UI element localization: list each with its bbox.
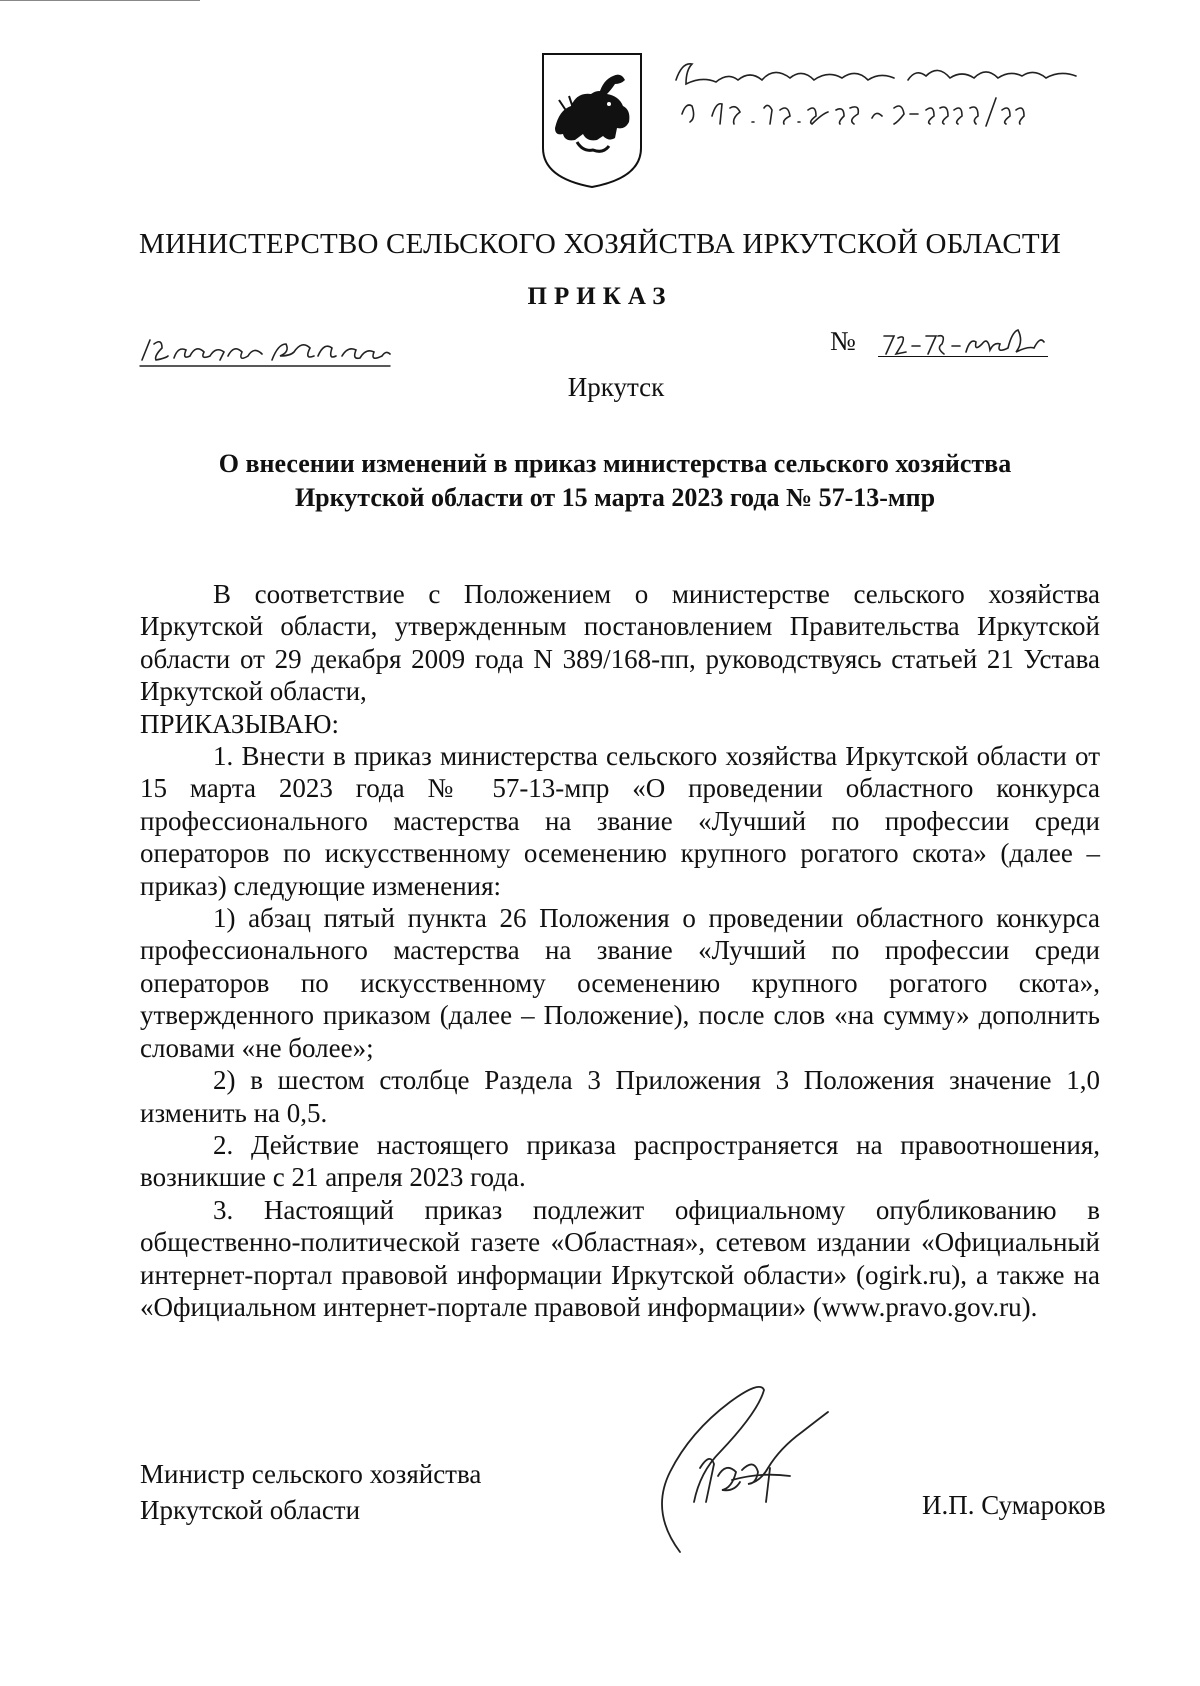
- document-title: [180, 447, 1050, 515]
- signatory-position-line: Иркутской области: [140, 1495, 361, 1525]
- signatory-position-line: Министр сельского хозяйства: [140, 1459, 482, 1489]
- scan-edge-line: [0, 0, 200, 1]
- city-name: Иркутск: [567, 372, 665, 402]
- body-paragraph: 2) в шестом столбце Раздела 3 Приложения 3 Положения значение 1,0 изменить на 0,5.: [140, 1065, 1100, 1128]
- document-title-line: О внесении изменений в приказ министерства сельского хозяйства: [218, 449, 1012, 478]
- body-paragraph: 1. Внести в приказ министерства сельского хозяйства Иркутской области от 15 марта 2023 года № 57-13-мпр «О проведении областного конкурса профессионального мастерства на звание «Лучший по профессии среди операторов по искусственному осеменению крупного рогатого скота» (далее – приказ) следующие изменения:: [140, 741, 1100, 901]
- order-word: ПРИКАЗЫВАЮ:: [140, 708, 339, 739]
- order-number-underline: [878, 356, 1048, 357]
- document-title-line: Иркутской области от 15 марта 2023 года № 57-13-мпр: [294, 483, 936, 512]
- document-body: [140, 578, 1100, 1323]
- handwritten-signature-icon: [640, 1372, 840, 1562]
- registration-handwritten-note: [672, 58, 1092, 138]
- handwritten-date: [138, 330, 393, 370]
- coat-of-arms-icon: [537, 50, 647, 190]
- body-paragraph: 3. Настоящий приказ подлежит официальному опубликованию в общественно-политической газете «Областная», сетевом издании «Официальный интернет-портал правовой информации Иркутской области» (ogirk.ru), а также на «Официальном интернет-портале правовой информации» (www.pravo.gov.ru).: [140, 1194, 1100, 1322]
- signatory-position: [140, 1456, 481, 1528]
- ministry-name: МИНИСТЕРСТВО СЕЛЬСКОГО ХОЗЯЙСТВА ИРКУТСКОЙ ОБЛАСТИ: [139, 228, 1061, 260]
- handwritten-order-number: [878, 322, 1048, 364]
- order-number-label: №: [830, 326, 856, 356]
- body-paragraph: В соответствие с Положением о министерстве сельского хозяйства Иркутской области, утвержденным постановлением Правительства Иркутской области от 29 декабря 2009 года N 389/168-пп, руководствуясь статьей 21 Устава Иркутской области,: [140, 579, 1100, 707]
- document-type-heading: ПРИКАЗ: [527, 283, 673, 310]
- body-paragraph: 2. Действие настоящего приказа распространяется на правоотношения, возникшие с 21 апреля 2023 года.: [140, 1129, 1100, 1193]
- signatory-name: И.П. Сумароков: [922, 1490, 1106, 1520]
- body-paragraph: 1) абзац пятый пункта 26 Положения о проведении областного конкурса профессионального мастерства на звание «Лучший по профессии среди операторов по искусственному осеменению крупного рогатого скота», утвержденного приказом (далее – Положение), после слов «на сумму» дополнить словами «не более»;: [140, 903, 1100, 1063]
